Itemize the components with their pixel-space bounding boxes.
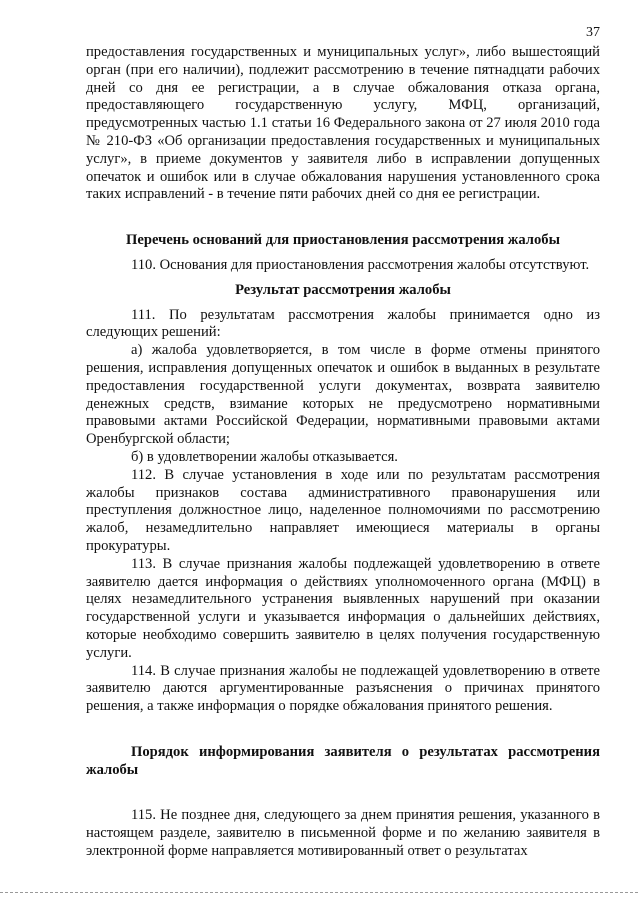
heading-complaint-result: Результат рассмотрения жалобы (235, 281, 451, 298)
document-body (86, 44, 600, 861)
paragraph-111: 111. По результатам рассмотрения жалобы принимается одно из следующих решений: (86, 306, 600, 341)
paragraph-115: 115. Не позднее дня, следующего за днем принятия решения, указанного в настоящем разделе, заявителю в письменной форме и по желанию заявителя в электронной форме направляется мотивированный ответ о результатах (86, 807, 600, 860)
paragraph-111-b: б) в удовлетворении жалобы отказывается. (131, 448, 398, 465)
heading-suspension-grounds: Перечень оснований для приостановления рассмотрения жалобы (126, 232, 560, 249)
paragraph-110: 110. Основания для приостановления рассмотрения жалобы отсутствуют. (131, 256, 590, 273)
bottom-scan-edge (0, 892, 640, 893)
paragraph-114: 114. В случае признания жалобы не подлежащей удовлетворению в ответе заявителю даются аргументированные разъяснения о причинах принятого решения, а также информация о порядке обжалования принятого решения. (86, 662, 600, 715)
paragraph-113: 113. В случае признания жалобы подлежащей удовлетворению в ответе заявителю дается информация о действиях уполномоченного органа (МФЦ) в целях незамедлительного устранения выявленных нарушений при оказании государственной услуги и указывается информация о дальнейших действиях, которые необходимо совершить заявителю в целях получения государственную услуги. (86, 555, 600, 661)
paragraph-111-a: а) жалоба удовлетворяется, в том числе в форме отмены принятого решения, исправления допущенных опечаток и ошибок в выданных в результате предоставления государственной услуги документах, возврата заявителю денежных средств, взимание которых не предусмотрено нормативными правовыми актами Российской Федерации, нормативными правовыми актами Оренбургской области; (86, 342, 600, 448)
paragraph-continuation: предоставления государственных и муниципальных услуг», либо вышестоящий орган (при его наличии), подлежит рассмотрению в течение пятнадцати рабочих дней со дня ее регистрации, а в случае обжалования отказа органа, предоставляющего государственную услугу, МФЦ, организаций, предусмотренных частью 1.1 статьи 16 Федерального закона от 27 июля 2010 года № 210-ФЗ «Об организации предоставления государственных и муниципальных услуг», в приеме документов у заявителя либо в исправлении допущенных опечаток и ошибок или в случае обжалования нарушения установленного срока таких исправлений - в течение пяти рабочих дней со дня ее регистрации. (86, 44, 600, 203)
heading-informing-procedure: Порядок информирования заявителя о результатах рассмотрения жалобы (86, 743, 600, 778)
page-number: 37 (586, 25, 600, 40)
paragraph-112: 112. В случае установления в ходе или по результатам рассмотрения жалобы признаков состава административного правонарушения или преступления должностное лицо, наделенное полномочиями по рассмотрению жалоб, незамедлительно направляет имеющиеся материалы в органы прокуратуры. (86, 466, 600, 554)
